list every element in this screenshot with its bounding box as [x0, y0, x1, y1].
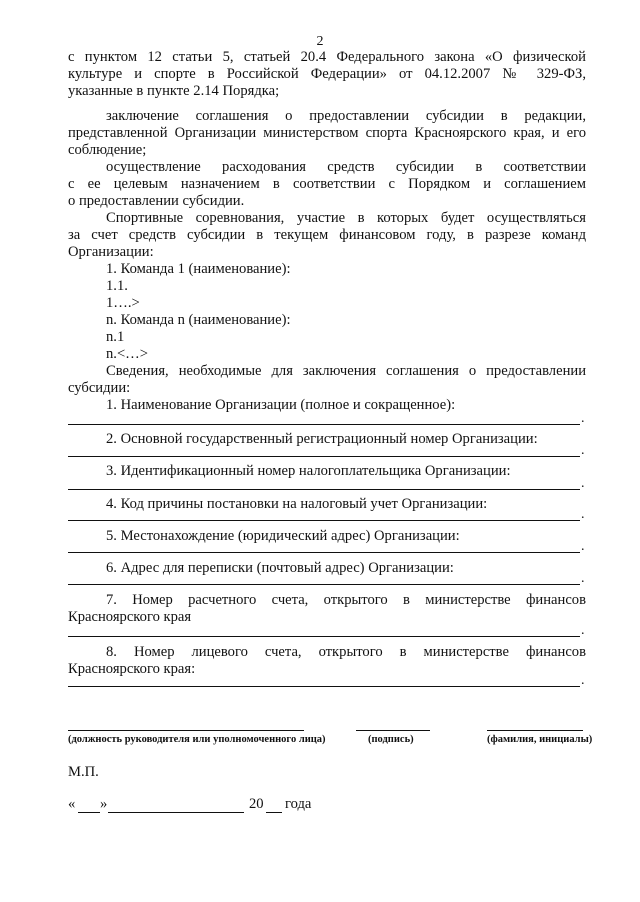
- item-1-label: 1. Наименование Организации (полное и сокращенное):: [106, 397, 456, 413]
- intro-line-2: культуре и спорте в Российской Федерации» от 04.12.2007 № 329-ФЗ,: [68, 66, 586, 82]
- item-5-label: 5. Местонахождение (юридический адрес) Организации:: [106, 528, 460, 544]
- team-1-more: 1….>: [106, 295, 140, 311]
- item-7-period: .: [581, 623, 585, 638]
- item-4-period: .: [581, 507, 585, 522]
- item-5-fill-line[interactable]: [68, 552, 580, 553]
- item-8-line-2: Красноярского края:: [68, 661, 196, 677]
- date-close-quote: »: [100, 796, 108, 812]
- info-intro-line-1: Сведения, необходимые для заключения соглашения о предоставлении: [106, 363, 586, 379]
- date-suffix: года: [285, 796, 312, 812]
- date-month-line[interactable]: [108, 812, 244, 813]
- item-1-period: .: [581, 411, 585, 426]
- spending-line-2: с ее целевым назначением в соответствии с Порядком и соглашением: [68, 176, 586, 192]
- item-2-label: 2. Основной государственный регистрационный номер Организации:: [106, 431, 538, 447]
- agreement-line-3: соблюдение;: [68, 142, 147, 158]
- item-5-period: .: [581, 539, 585, 554]
- item-2-period: .: [581, 443, 585, 458]
- item-4-label: 4. Код причины постановки на налоговый учет Организации:: [106, 496, 488, 512]
- date-open-quote: «: [68, 796, 76, 812]
- item-8-period: .: [581, 673, 585, 688]
- competitions-line-1: Спортивные соревнования, участие в которых будет осуществляться: [106, 210, 586, 226]
- item-6-period: .: [581, 571, 585, 586]
- item-7-line-2: Красноярского края: [68, 609, 192, 625]
- signature-line[interactable]: [356, 730, 430, 731]
- item-1-fill-line[interactable]: [68, 424, 580, 425]
- intro-line-3: указанные в пункте 2.14 Порядка;: [68, 83, 280, 99]
- agreement-line-2: представленной Организации министерством спорта Красноярского края, и его: [68, 125, 586, 141]
- signature-caption: (подпись): [368, 734, 414, 745]
- item-2-fill-line[interactable]: [68, 456, 580, 457]
- agreement-line-1: заключение соглашения о предоставлении субсидии в редакции,: [106, 108, 586, 124]
- info-intro-line-2: субсидии:: [68, 380, 131, 396]
- item-7-line-1: 7. Номер расчетного счета, открытого в министерстве финансов: [106, 592, 586, 608]
- spending-line-1: осуществление расходования средств субсидии в соответствии: [106, 159, 586, 175]
- team-n-more: n.<…>: [106, 346, 148, 362]
- competitions-line-2: за счет средств субсидии в текущем финансовом году, в разрезе команд: [68, 227, 586, 243]
- stamp-placeholder: М.П.: [68, 764, 99, 780]
- date-century: 20: [249, 796, 264, 812]
- intro-line-1: с пунктом 12 статьи 5, статьей 20.4 Федерального закона «О физической: [68, 49, 586, 65]
- name-caption: (фамилия, инициалы): [487, 734, 593, 745]
- name-signature-line[interactable]: [487, 730, 583, 731]
- team-n-item: n.1: [106, 329, 125, 345]
- item-8-line-1: 8. Номер лицевого счета, открытого в министерстве финансов: [106, 644, 586, 660]
- team-1-heading: 1. Команда 1 (наименование):: [106, 261, 291, 277]
- item-7-fill-line[interactable]: [68, 636, 580, 637]
- item-6-fill-line[interactable]: [68, 584, 580, 585]
- competitions-line-3: Организации:: [68, 244, 154, 260]
- spending-line-3: о предоставлении субсидии.: [68, 193, 245, 209]
- item-4-fill-line[interactable]: [68, 520, 580, 521]
- date-day-line[interactable]: [78, 812, 100, 813]
- date-year-line[interactable]: [266, 812, 282, 813]
- item-3-label: 3. Идентификационный номер налогоплательщика Организации:: [106, 463, 511, 479]
- page-number: 2: [316, 34, 324, 49]
- team-n-heading: n. Команда n (наименование):: [106, 312, 291, 328]
- team-1-item: 1.1.: [106, 278, 128, 294]
- item-8-fill-line[interactable]: [68, 686, 580, 687]
- item-3-fill-line[interactable]: [68, 489, 580, 490]
- position-signature-line[interactable]: [68, 730, 304, 731]
- item-6-label: 6. Адрес для переписки (почтовый адрес) Организации:: [106, 560, 454, 576]
- position-caption: (должность руководителя или уполномоченного лица): [68, 734, 326, 745]
- item-3-period: .: [581, 476, 585, 491]
